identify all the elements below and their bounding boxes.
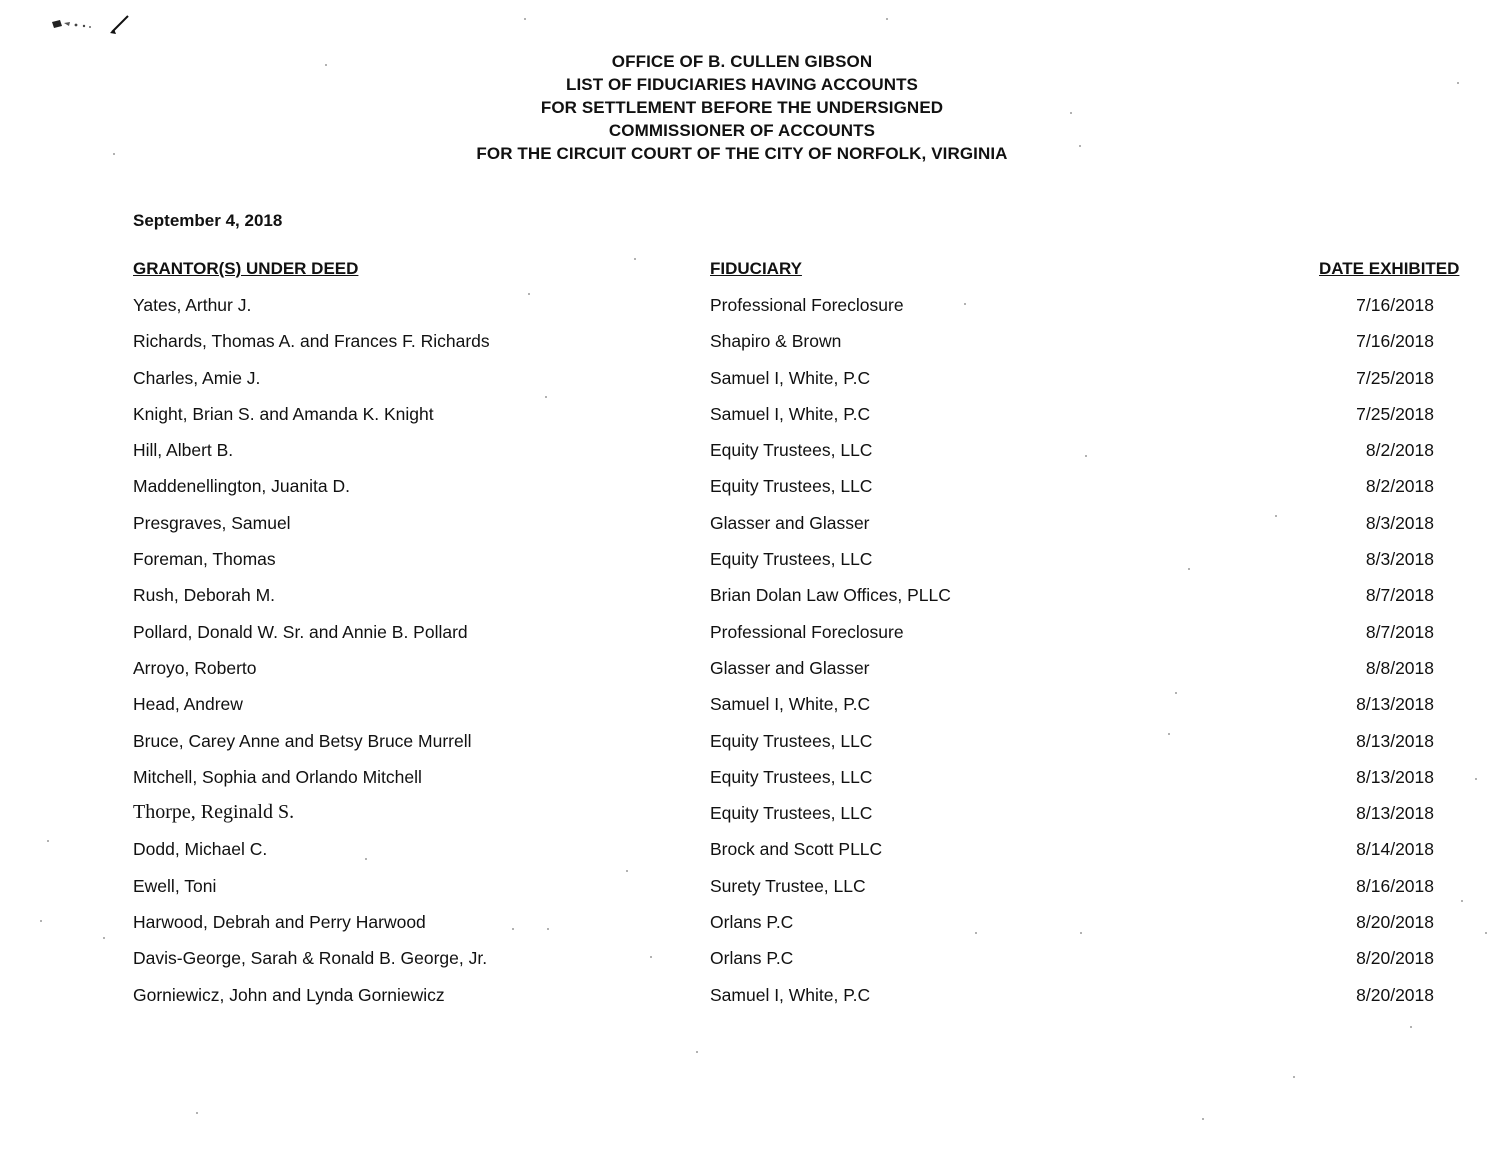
grantor-cell: Knight, Brian S. and Amanda K. Knight (133, 403, 434, 424)
fiduciary-cell: Samuel I, White, P.C (710, 694, 871, 715)
table-row (0, 440, 1500, 476)
scan-speck (1188, 568, 1190, 570)
table-row (0, 331, 1500, 367)
scan-speck (1070, 112, 1072, 114)
scan-speck (524, 18, 526, 20)
table-row (0, 767, 1500, 803)
scan-speck (1175, 692, 1177, 694)
grantor-cell: Maddenellington, Juanita D. (133, 476, 350, 497)
fiduciary-cell: Professional Foreclosure (710, 621, 904, 642)
fiduciary-cell: Orlans P.C (710, 912, 794, 933)
scan-speck (1457, 82, 1459, 84)
header-line-5: FOR THE CIRCUIT COURT OF THE CITY OF NORFOLK, VIRGINIA (476, 144, 1008, 163)
table-row (0, 731, 1500, 767)
date-exhibited-cell: 8/7/2018 (1365, 621, 1434, 642)
grantor-cell: Davis-George, Sarah & Ronald B. George, Jr. (133, 948, 488, 969)
scan-speck (650, 956, 652, 958)
column-header-grantor: GRANTOR(S) UNDER DEED (133, 259, 359, 278)
fiduciary-list (0, 295, 1500, 1021)
grantor-cell: Arroyo, Roberto (133, 657, 257, 678)
fiduciary-cell: Glasser and Glasser (710, 657, 870, 678)
fiduciary-cell: Brock and Scott PLLC (710, 839, 883, 860)
scan-speck (1168, 733, 1170, 735)
document-date: September 4, 2018 (133, 211, 283, 230)
date-exhibited-cell: 7/25/2018 (1356, 367, 1434, 388)
table-row (0, 694, 1500, 730)
date-exhibited-cell: 8/20/2018 (1356, 912, 1434, 933)
table-row (0, 985, 1500, 1021)
table-row (0, 368, 1500, 404)
scan-speck (528, 293, 530, 295)
grantor-cell: Thorpe, Reginald S. (133, 801, 295, 824)
fiduciary-cell: Equity Trustees, LLC (710, 549, 873, 570)
fiduciary-cell: Professional Foreclosure (710, 295, 904, 315)
scan-speck (634, 258, 636, 260)
table-row (0, 839, 1500, 875)
scan-speck (1485, 932, 1487, 934)
header-line-1: OFFICE OF B. CULLEN GIBSON (611, 52, 873, 71)
date-exhibited-cell: 8/16/2018 (1356, 875, 1434, 896)
date-exhibited-cell: 8/14/2018 (1356, 839, 1434, 860)
grantor-cell: Hill, Albert B. (133, 440, 234, 461)
date-exhibited-cell: 8/2/2018 (1365, 440, 1434, 461)
scan-speck (975, 932, 977, 934)
scan-speck (1461, 900, 1463, 902)
date-exhibited-cell: 8/8/2018 (1365, 657, 1434, 678)
scan-speck (113, 153, 115, 155)
scan-speck (325, 64, 327, 66)
grantor-cell: Foreman, Thomas (133, 549, 276, 570)
scan-speck (1293, 1076, 1295, 1078)
table-row (0, 803, 1500, 839)
table-row (0, 476, 1500, 512)
grantor-cell: Ewell, Toni (133, 875, 217, 896)
table-row (0, 658, 1500, 694)
scan-speck (1475, 778, 1477, 780)
scan-speck (1085, 455, 1087, 457)
scan-speck (1080, 932, 1082, 934)
fiduciary-cell: Equity Trustees, LLC (710, 766, 873, 787)
scan-speck (1275, 515, 1277, 517)
fiduciary-cell: Samuel I, White, P.C (710, 403, 871, 424)
table-row (0, 404, 1500, 440)
table-row (0, 948, 1500, 984)
fiduciary-cell: Equity Trustees, LLC (710, 476, 873, 497)
scan-speck (886, 18, 888, 20)
date-exhibited-cell: 8/13/2018 (1356, 694, 1434, 715)
scan-speck (103, 937, 105, 939)
scan-speck (964, 303, 966, 305)
grantor-cell: Charles, Amie J. (133, 367, 261, 388)
fiduciary-cell: Samuel I, White, P.C (710, 984, 871, 1005)
fiduciary-cell: Brian Dolan Law Offices, PLLC (710, 585, 951, 606)
scan-speck (196, 1112, 198, 1114)
scan-speck (1079, 145, 1081, 147)
scan-speck (1202, 1118, 1204, 1120)
grantor-cell: Rush, Deborah M. (133, 585, 276, 606)
column-header-date-exhibited: DATE EXHIBITED (1319, 259, 1460, 278)
table-row (0, 295, 1500, 331)
fiduciary-cell: Shapiro & Brown (710, 331, 842, 352)
fiduciary-cell: Surety Trustee, LLC (710, 875, 866, 896)
scan-speck (40, 920, 42, 922)
grantor-cell: Dodd, Michael C. (133, 839, 268, 860)
fiduciary-cell: Equity Trustees, LLC (710, 803, 873, 824)
date-exhibited-cell: 7/16/2018 (1356, 295, 1434, 315)
grantor-cell: Harwood, Debrah and Perry Harwood (133, 912, 426, 933)
grantor-cell: Head, Andrew (133, 694, 243, 715)
table-row (0, 549, 1500, 585)
date-exhibited-cell: 8/3/2018 (1365, 512, 1434, 533)
table-row (0, 585, 1500, 621)
scan-speck (626, 870, 628, 872)
scan-speck (47, 840, 49, 842)
scan-speck (545, 396, 547, 398)
grantor-cell: Bruce, Carey Anne and Betsy Bruce Murrell (133, 730, 472, 751)
table-row (0, 876, 1500, 912)
date-exhibited-cell: 8/20/2018 (1356, 984, 1434, 1005)
date-exhibited-cell: 7/16/2018 (1356, 331, 1434, 352)
grantor-cell: Gorniewicz, John and Lynda Gorniewicz (133, 984, 445, 1005)
scan-speck (547, 928, 549, 930)
date-exhibited-cell: 7/25/2018 (1356, 403, 1434, 424)
fiduciary-cell: Orlans P.C (710, 948, 794, 969)
date-exhibited-cell: 8/13/2018 (1356, 730, 1434, 751)
date-exhibited-cell: 8/20/2018 (1356, 948, 1434, 969)
header-line-2: LIST OF FIDUCIARIES HAVING ACCOUNTS (566, 75, 918, 94)
grantor-cell: Mitchell, Sophia and Orlando Mitchell (133, 766, 422, 787)
scan-speck (365, 858, 367, 860)
table-row (0, 622, 1500, 658)
date-exhibited-cell: 8/13/2018 (1356, 803, 1434, 824)
table-row (0, 513, 1500, 549)
grantor-cell: Pollard, Donald W. Sr. and Annie B. Pollard (133, 621, 468, 642)
fiduciary-cell: Equity Trustees, LLC (710, 440, 873, 461)
date-exhibited-cell: 8/3/2018 (1365, 549, 1434, 570)
table-row (0, 912, 1500, 948)
scan-speck (696, 1051, 698, 1053)
fiduciary-cell: Equity Trustees, LLC (710, 730, 873, 751)
header-line-4: COMMISSIONER OF ACCOUNTS (608, 121, 876, 140)
date-exhibited-cell: 8/2/2018 (1365, 476, 1434, 497)
scan-speck (1410, 1026, 1412, 1028)
grantor-cell: Richards, Thomas A. and Frances F. Richards (133, 331, 490, 352)
scan-mark-icon (50, 12, 140, 40)
grantor-cell: Presgraves, Samuel (133, 512, 291, 533)
grantor-cell: Yates, Arthur J. (133, 295, 252, 315)
document-header (0, 50, 1484, 165)
fiduciary-cell: Glasser and Glasser (710, 512, 870, 533)
scan-speck (512, 928, 514, 930)
date-exhibited-cell: 8/13/2018 (1356, 766, 1434, 787)
column-header-fiduciary: FIDUCIARY (710, 259, 802, 278)
date-exhibited-cell: 8/7/2018 (1365, 585, 1434, 606)
header-line-3: FOR SETTLEMENT BEFORE THE UNDERSIGNED (540, 98, 944, 117)
fiduciary-cell: Samuel I, White, P.C (710, 367, 871, 388)
